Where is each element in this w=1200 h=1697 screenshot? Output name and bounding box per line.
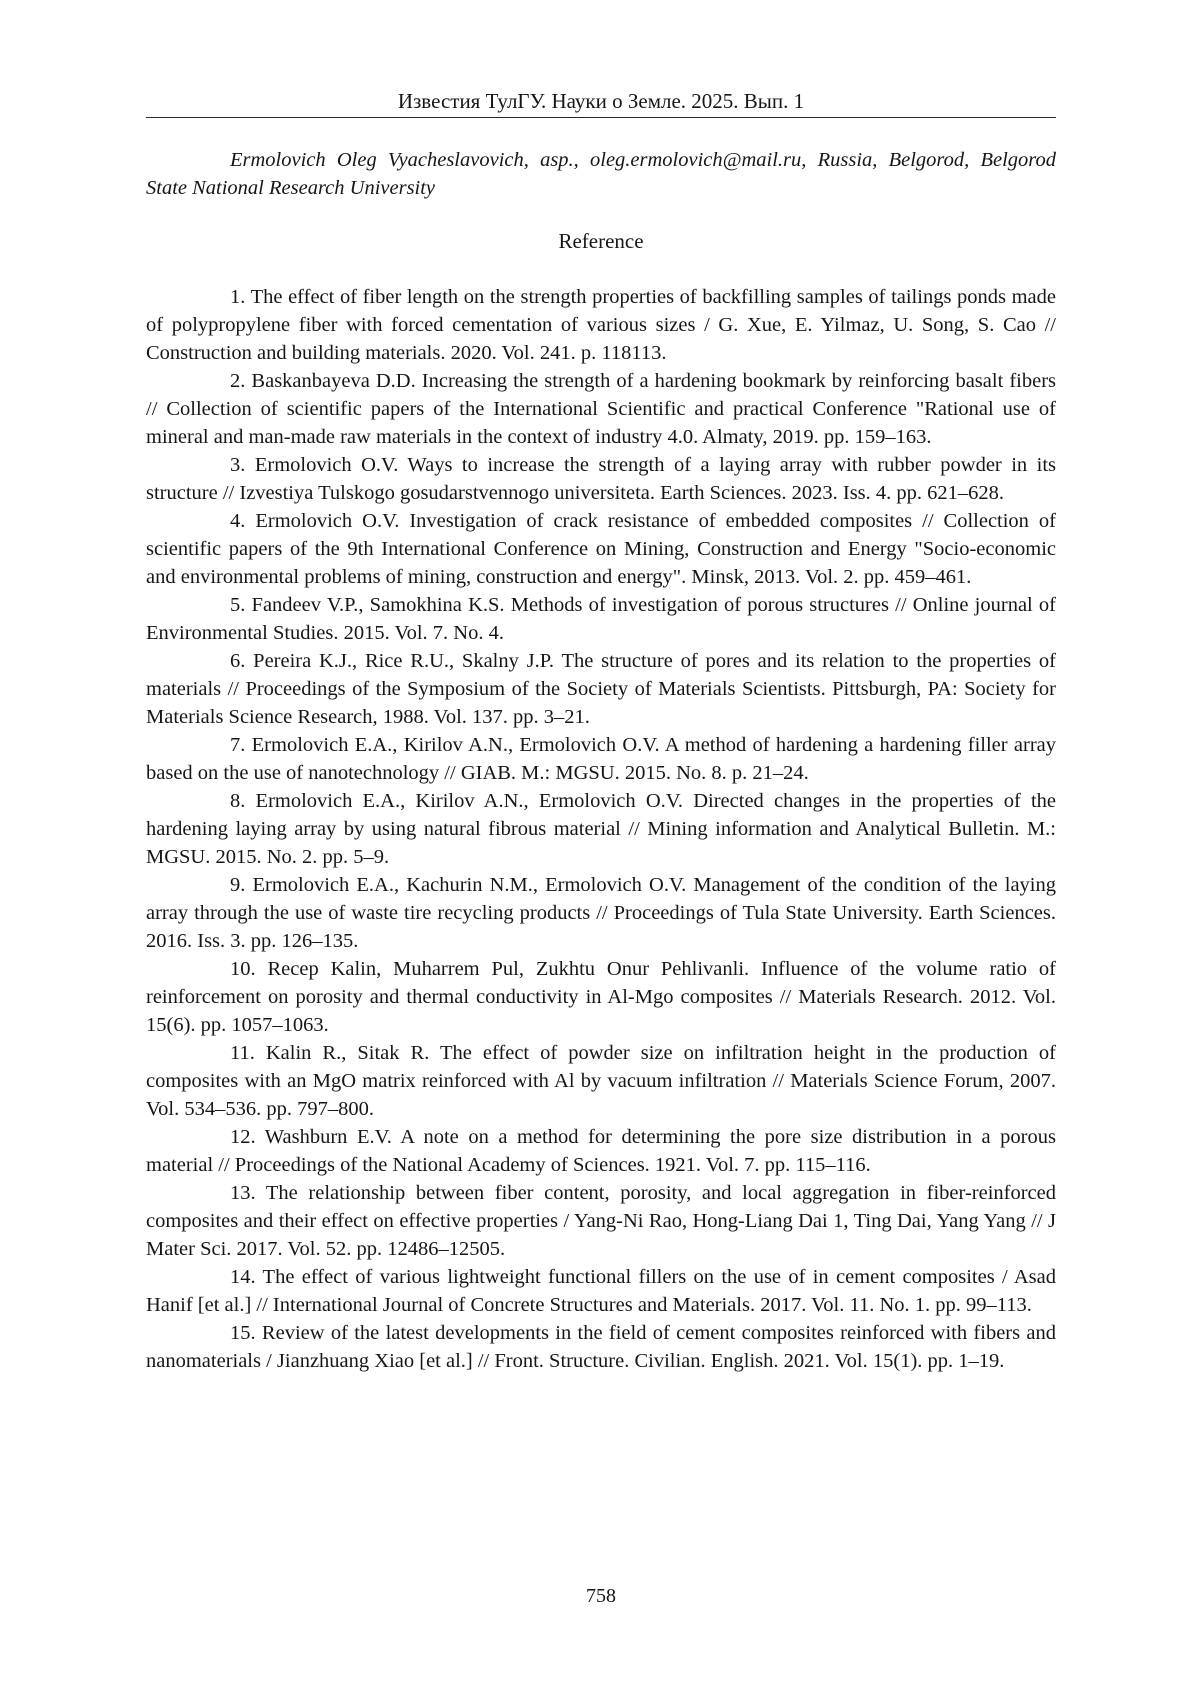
running-head: Известия ТулГУ. Науки о Земле. 2025. Вып. 1 [397, 89, 805, 113]
reference-item-11: 11. Kalin R., Sitak R. The effect of powder size on infiltration height in the production of composites with an MgO matrix reinforced with Al by vacuum infiltration // Materials Science Forum, 2007. Vol. 534–536. pp. 797–800. [146, 1042, 1056, 1120]
reference-item-14: 14. The effect of various lightweight functional fillers on the use of in cement composites / Asad Hanif [et al.] // International Journal of Concrete Structures and Materials. 2017. Vol. 11. No. 1. pp. 99–113. [146, 1266, 1056, 1316]
reference-item-3: 3. Ermolovich O.V. Ways to increase the strength of a laying array with rubber powder in its structure // Izvestiya Tulskogo gosudarstvennogo universiteta. Earth Sciences. 2023. Iss. 4. pp. 621–628. [146, 454, 1056, 504]
reference-item-6: 6. Pereira K.J., Rice R.U., Skalny J.P. The structure of pores and its relation to the properties of materials // Proceedings of the Symposium of the Society of Materials Scientists. Pittsburgh, PA: Society for Materials Science Research, 1988. Vol. 137. pp. 3–21. [146, 650, 1056, 728]
reference-item-5: 5. Fandeev V.P., Samokhina K.S. Methods of investigation of porous structures // Online journal of Environmental Studies. 2015. Vol. 7. No. 4. [146, 594, 1056, 644]
reference-item-4: 4. Ermolovich O.V. Investigation of crack resistance of embedded composites // Collection of scientific papers of the 9th International Conference on Mining, Construction and Energy "Socio-economic and environmental problems of mining, construction and energy". Minsk, 2013. Vol. 2. pp. 459–461. [146, 510, 1056, 588]
reference-item-12: 12. Washburn E.V. A note on a method for determining the pore size distribution in a porous material // Proceedings of the National Academy of Sciences. 1921. Vol. 7. pp. 115–116. [146, 1126, 1056, 1176]
reference-item-10: 10. Recep Kalin, Muharrem Pul, Zukhtu Onur Pehlivanli. Influence of the volume ratio of reinforcement on porosity and thermal conductivity in Al-Mgo composites // Materials Research. 2012. Vol. 15(6). pp. 1057–1063. [146, 958, 1056, 1036]
header-rule [146, 117, 1056, 118]
author-info: Ermolovich Oleg Vyacheslavovich, asp., oleg.ermolovich@mail.ru, Russia, Belgorod, Belgorod State National Research University [146, 149, 1056, 199]
section-title: Reference [558, 229, 644, 253]
reference-item-15: 15. Review of the latest developments in the field of cement composites reinforced with fibers and nanomaterials / Jianzhuang Xiao [et al.] // Front. Structure. Civilian. English. 2021. Vol. 15(1). pp. 1–19. [146, 1322, 1056, 1372]
reference-item-2: 2. Baskanbayeva D.D. Increasing the strength of a hardening bookmark by reinforcing basalt fibers // Collection of scientific papers of the International Scientific and practical Conference "Rational use of mineral and man-made raw materials in the context of industry 4.0. Almaty, 2019. pp. 159–163. [146, 370, 1056, 448]
reference-item-8: 8. Ermolovich E.A., Kirilov A.N., Ermolovich O.V. Directed changes in the properties of the hardening laying array by using natural fibrous material // Mining information and Analytical Bulletin. M.: MGSU. 2015. No. 2. pp. 5–9. [146, 790, 1056, 868]
page-number: 758 [586, 1585, 616, 1607]
reference-item-13: 13. The relationship between fiber content, porosity, and local aggregation in fiber-reinforced composites and their effect on effective properties / Yang-Ni Rao, Hong-Liang Dai 1, Ting Dai, Yang Yang // J Mater Sci. 2017. Vol. 52. pp. 12486–12505. [146, 1182, 1056, 1260]
reference-item-1: 1. The effect of fiber length on the strength properties of backfilling samples of tailings ponds made of polypropylene fiber with forced cementation of various sizes / G. Xue, E. Yilmaz, U. Song, S. Cao // Construction and building materials. 2020. Vol. 241. p. 118113. [146, 286, 1056, 364]
reference-item-9: 9. Ermolovich E.A., Kachurin N.M., Ermolovich O.V. Management of the condition of the laying array through the use of waste tire recycling products // Proceedings of Tula State University. Earth Sciences. 2016. Iss. 3. pp. 126–135. [146, 874, 1056, 952]
reference-item-7: 7. Ermolovich E.A., Kirilov A.N., Ermolovich O.V. A method of hardening a hardening filler array based on the use of nanotechnology // GIAB. M.: MGSU. 2015. No. 8. p. 21–24. [146, 734, 1056, 784]
reference-list [146, 283, 1056, 1375]
